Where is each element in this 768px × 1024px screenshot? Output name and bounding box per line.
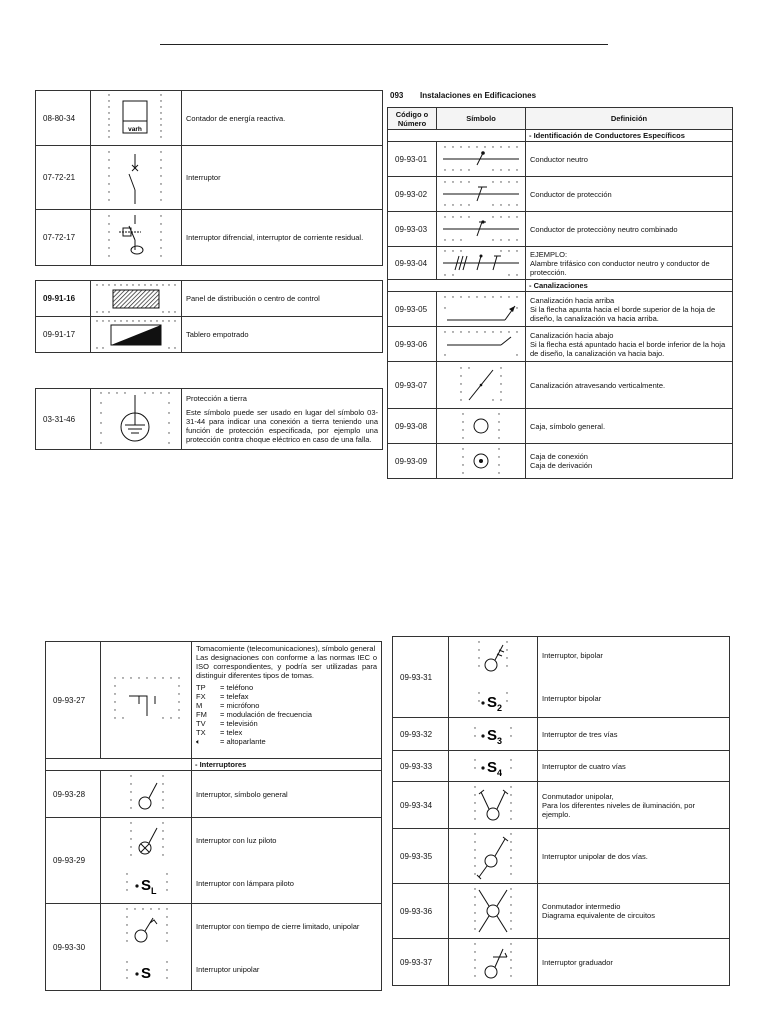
definition-cell: Tablero empotrado [182, 317, 383, 353]
definition-detail: Alambre trifásico con conductor neutro y conductor de protección. [530, 258, 710, 277]
table-row [36, 146, 383, 210]
outlet-codes-list [196, 683, 377, 746]
table-row [36, 317, 383, 353]
switch-general-symbol [101, 771, 192, 818]
box-general-symbol [437, 409, 526, 444]
table-row [388, 177, 733, 212]
section-label: - Identificación de Conductores Específicos [526, 130, 733, 142]
switch-label: S [141, 877, 152, 894]
table-row [388, 327, 733, 362]
two-way-switch-symbol [449, 829, 538, 884]
protective-conductor-symbol [437, 177, 526, 212]
header-definition: Definición [526, 108, 733, 130]
code-cell: 09-93-03 [388, 212, 437, 247]
bipolar-switch-symbol [449, 637, 538, 718]
definition-cell [192, 818, 382, 904]
definition-detail: Interruptor con lámpara piloto [196, 879, 294, 888]
definition-cell: Contador de energía reactiva. [182, 91, 383, 146]
code-cell: 09-93-28 [46, 771, 101, 818]
definition-detail: Interruptor unipolar [196, 965, 260, 974]
definition-cell [192, 642, 382, 759]
table-row [36, 281, 383, 317]
recessed-board-symbol [91, 317, 182, 353]
section-number: 093 [390, 91, 404, 100]
table-installations [387, 107, 733, 479]
table-row [46, 642, 382, 759]
code-cell: 09-93-04 [388, 247, 437, 280]
code-cell: 09-93-31 [393, 637, 449, 718]
list-item: TP = teléfono [196, 683, 254, 692]
definition-cell: Conductor de protecciòny neutro combinado [526, 212, 733, 247]
earth-title: Protección a tierra [186, 394, 247, 403]
definition-cell: Interruptor de tres vías [538, 718, 730, 751]
code-cell: 07-72-21 [36, 146, 91, 210]
section-title: Instalaciones en Edificaciones [420, 91, 537, 100]
three-way-switch-symbol [449, 718, 538, 751]
header-rule [160, 44, 608, 45]
code-cell: 09-93-05 [388, 292, 437, 327]
telecom-outlet-symbol [101, 642, 192, 759]
list-item: M = micrófono [196, 701, 260, 710]
list-item: TV = televisión [196, 719, 258, 728]
table-row [36, 389, 383, 450]
definition-cell: Interruptor [182, 146, 383, 210]
four-way-switch-symbol [449, 751, 538, 782]
definition-cell [538, 637, 730, 718]
intermediate-commutator-symbol [449, 884, 538, 939]
definition-cell: Caja, símbolo general. [526, 409, 733, 444]
switch-label: S [141, 965, 152, 982]
code-cell: 09-93-37 [393, 939, 449, 986]
section-row [388, 130, 733, 142]
definition-cell [526, 327, 733, 362]
switch-label: S [487, 759, 498, 776]
table-row [388, 409, 733, 444]
table-row [393, 884, 730, 939]
code-cell: 03-31-46 [36, 389, 91, 450]
definition-cell: Conductor neutro [526, 142, 733, 177]
definition-title: Interruptor con luz piloto [196, 836, 277, 845]
three-phase-example-symbol [437, 247, 526, 280]
code-cell: 09-93-32 [393, 718, 449, 751]
list-item: FX = telefax [196, 692, 249, 701]
definition-detail: Caja de derivación [530, 461, 593, 470]
switch-pilot-light-symbol [101, 818, 192, 904]
definition-cell [192, 904, 382, 991]
table-row [46, 771, 382, 818]
definition-cell [526, 444, 733, 479]
varh-label: varh [128, 126, 142, 133]
table-row [393, 829, 730, 884]
residual-current-switch-symbol [91, 210, 182, 266]
table-row [388, 444, 733, 479]
earth-description: Este símbolo puede ser usado en lugar del símbolo 03-31-44 para indicar una conexión a tierra teniendo una función de protección especificada, por ejemplo una protección contra choque eléctrico en caso de una falla. [186, 408, 378, 444]
outlet-title: Tomacomiente (telecomunicaciones), símbolo general [196, 644, 376, 653]
code-cell: 09-93-35 [393, 829, 449, 884]
table-meters [35, 90, 383, 266]
table-row [46, 818, 382, 904]
code-cell: 09-93-09 [388, 444, 437, 479]
code-cell: 07-72-17 [36, 210, 91, 266]
definition-title: Caja de conexión [530, 452, 588, 461]
table-row [393, 637, 730, 718]
definition-title: EJEMPLO: [530, 249, 568, 259]
junction-box-symbol [437, 444, 526, 479]
switch-subscript: 3 [497, 736, 503, 746]
section-label: - Canalizaciones [526, 280, 733, 292]
table-earth [35, 388, 383, 450]
code-cell: 09-93-06 [388, 327, 437, 362]
definition-title: Conmutador unipolar, [542, 791, 614, 801]
table-row [388, 292, 733, 327]
switch-label: S [487, 727, 498, 744]
definition-title: Interruptor con tiempo de cierre limitado, unipolar [196, 922, 360, 931]
switch-subscript: 2 [497, 703, 503, 713]
code-cell: 09-93-33 [393, 751, 449, 782]
table-row [388, 362, 733, 409]
definition-title: Conmutador intermedio [542, 902, 621, 911]
table-row [388, 142, 733, 177]
table-row [36, 210, 383, 266]
definition-cell [526, 292, 733, 327]
neutral-conductor-symbol [437, 142, 526, 177]
definition-cell: Interruptor unipolar de dos vías. [538, 829, 730, 884]
code-cell: 09-93-02 [388, 177, 437, 212]
code-cell: 09-93-36 [393, 884, 449, 939]
definition-cell [538, 884, 730, 939]
dimmer-switch-symbol [449, 939, 538, 986]
definition-title: Canalización hacia abajo [530, 330, 614, 340]
definition-cell: Conductor de protección [526, 177, 733, 212]
definition-title: Canalización hacia arriba [530, 295, 615, 305]
outlet-description: Las designaciones con conforme a las normas IEC o ISO correspondientes, y podría ser utilizadas para distinguir diferentes tipos de tomas. [196, 653, 377, 680]
table-row [388, 247, 733, 280]
conduit-vertical-symbol [437, 362, 526, 409]
definition-cell: Interruptor difrencial, interruptor de corriente residual. [182, 210, 383, 266]
definition-cell: Interruptor, símbolo general [192, 771, 382, 818]
code-cell: 09-93-34 [393, 782, 449, 829]
definition-detail: Si la flecha está apuntado hacia el borde inferior de la hoja de diseño, la canalización va hacia bajo. [530, 339, 726, 358]
code-cell: 09-93-30 [46, 904, 101, 991]
table-row [393, 751, 730, 782]
definition-cell: Canalización atravesando verticalmente. [526, 362, 733, 409]
table-row [46, 904, 382, 991]
definition-detail: Si la flecha apunta hacia el borde superior de la hoja de diseño, la canalización va hacia arriba. [530, 304, 716, 323]
speaker-icon: 🔈︎ [196, 737, 201, 746]
definition-cell: Interruptor de cuatro vías [538, 751, 730, 782]
definition-detail: Diagrama equivalente de circuitos [542, 911, 655, 920]
definition-cell [182, 389, 383, 450]
table-switch-types [392, 636, 730, 986]
definition-cell [526, 247, 733, 280]
definition-cell: Interruptor graduador [538, 939, 730, 986]
combined-conductor-symbol [437, 212, 526, 247]
reactive-energy-meter-symbol [91, 91, 182, 146]
table-panels [35, 280, 383, 353]
table-row [36, 91, 383, 146]
definition-title: Interruptor, bipolar [542, 651, 603, 660]
table-row [393, 782, 730, 829]
table-outlets-switches [45, 641, 382, 991]
code-cell: 09-93-27 [46, 642, 101, 759]
code-cell: 09-91-17 [36, 317, 91, 353]
distribution-panel-symbol [91, 281, 182, 317]
code-cell: 09-91-16 [36, 281, 91, 317]
switch-label: S [487, 694, 498, 711]
table-row [393, 718, 730, 751]
conduit-up-symbol [437, 292, 526, 327]
definition-cell [538, 782, 730, 829]
table-row [388, 212, 733, 247]
definition-cell: Panel de distribución o centro de control [182, 281, 383, 317]
unipolar-commutator-symbol [449, 782, 538, 829]
switch-subscript: 4 [497, 768, 503, 778]
code-cell: 09-93-08 [388, 409, 437, 444]
list-item: FM = modulación de frecuencia [196, 710, 312, 719]
section-row [46, 759, 382, 771]
table-header-row [388, 108, 733, 130]
header-symbol: Símbolo [437, 108, 526, 130]
list-item: TX = telex [196, 728, 243, 737]
protective-earth-symbol [91, 389, 182, 450]
list-item: 🔈︎ = altoparlante [196, 737, 266, 746]
section-row [388, 280, 733, 292]
switch-symbol [91, 146, 182, 210]
section-label: - Interruptores [192, 759, 382, 771]
switch-subscript: L [151, 886, 157, 896]
code-cell: 09-93-07 [388, 362, 437, 409]
code-cell: 09-93-01 [388, 142, 437, 177]
definition-detail: Para los diferentes niveles de iluminación, por ejemplo. [542, 800, 695, 819]
code-cell: 08-80-34 [36, 91, 91, 146]
header-code: Código o Número [388, 108, 437, 130]
definition-detail: Interruptor bipolar [542, 694, 602, 703]
timed-switch-symbol [101, 904, 192, 991]
conduit-down-symbol [437, 327, 526, 362]
table-row [393, 939, 730, 986]
code-cell: 09-93-29 [46, 818, 101, 904]
